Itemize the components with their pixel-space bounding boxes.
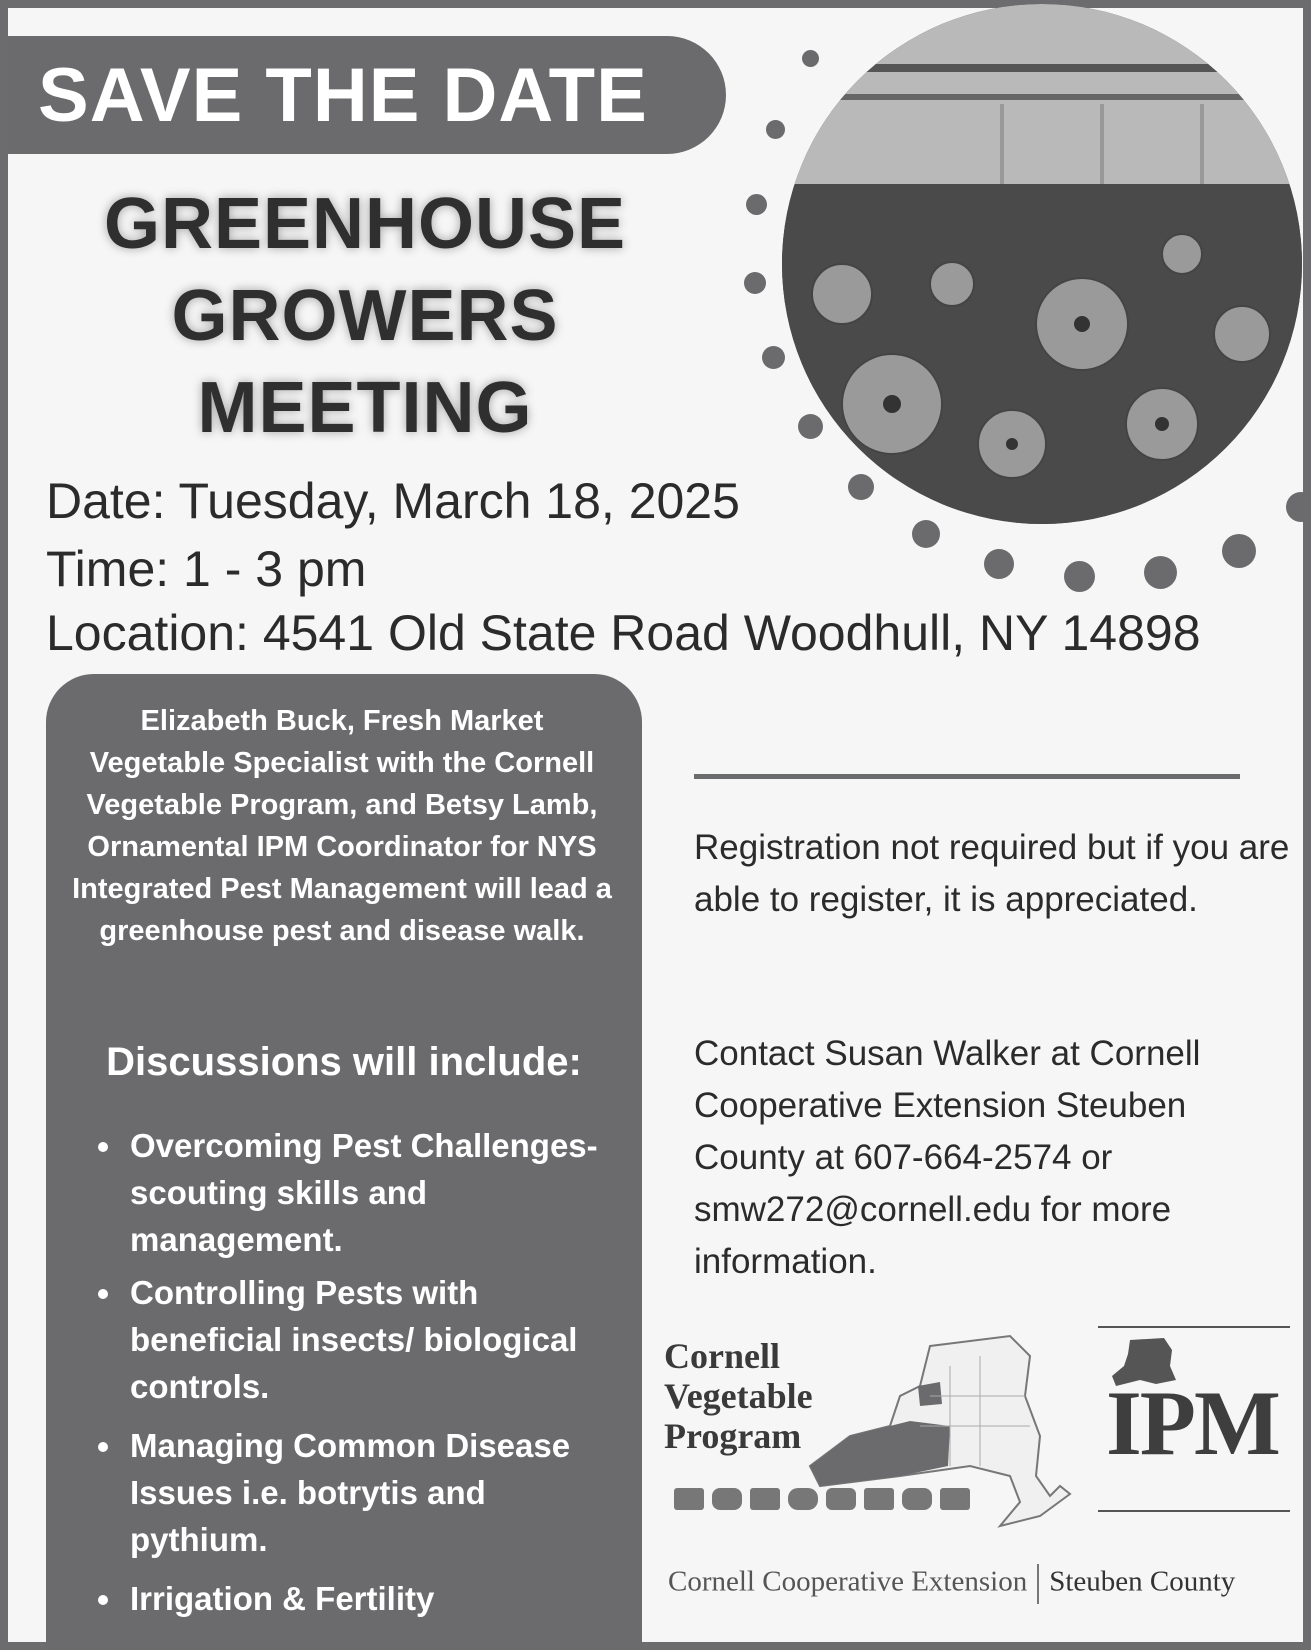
ipm-logo <box>1098 1326 1290 1512</box>
title-line-1: GREENHOUSE <box>103 184 627 264</box>
decorative-dot <box>802 50 819 67</box>
event-location: Location: 4541 Old State Road Woodhull, NY 14898 <box>46 605 1201 661</box>
divider <box>694 774 1240 779</box>
greenhouse-flowers-photo <box>782 4 1302 524</box>
list-item: Controlling Pests with beneficial insects/ biological controls. <box>90 1269 630 1410</box>
discussion-list <box>90 1122 630 1622</box>
footer-logo <box>668 1564 1235 1604</box>
discussions-heading: Discussions will include: <box>106 1040 582 1084</box>
decorative-dot <box>1222 534 1256 568</box>
title-line-2: GROWERS <box>171 276 559 356</box>
decorative-dot <box>762 346 785 369</box>
event-date: Date: Tuesday, March 18, 2025 <box>46 473 740 529</box>
registration-note: Registration not required but if you are able to register, it is appreciated. <box>694 828 1290 919</box>
logo-line: Program <box>664 1416 802 1456</box>
vegetable-icons-strip <box>672 1484 972 1514</box>
list-item: Overcoming Pest Challenges- scouting skills and management. <box>90 1122 630 1263</box>
logo-rule-top <box>1098 1326 1290 1328</box>
decorative-dot <box>984 549 1014 579</box>
logo-rule-bottom <box>1098 1510 1290 1512</box>
decorative-dot <box>744 272 766 294</box>
speakers-description: Elizabeth Buck, Fresh Market Vegetable Specialist with the Cornell Vegetable Program, and Betsy Lamb, Ornamental IPM Coordinator for NYS Integrated Pest Management will lead a greenhouse pest and disease walk. <box>72 705 612 947</box>
decorative-dot <box>798 414 823 439</box>
banner-text: SAVE THE DATE <box>38 52 648 138</box>
decorative-dot <box>766 120 785 139</box>
save-the-date-banner <box>8 36 726 154</box>
event-time: Time: 1 - 3 pm <box>46 541 367 597</box>
cornell-vegetable-program-logo <box>664 1336 813 1456</box>
logo-line: Cornell <box>664 1336 780 1376</box>
list-item: Managing Common Disease Issues i.e. botrytis and pythium. <box>90 1422 630 1563</box>
footer-right: Steuben County <box>1049 1565 1236 1598</box>
decorative-dot <box>746 194 767 215</box>
logo-line: Vegetable <box>664 1376 813 1416</box>
decorative-dot <box>1286 492 1311 522</box>
decorative-dot <box>848 474 874 500</box>
footer-left: Cornell Cooperative Extension <box>668 1565 1028 1598</box>
decorative-dot <box>912 520 940 548</box>
decorative-dot <box>1144 556 1177 589</box>
decorative-dot <box>1064 561 1095 592</box>
list-item: Irrigation & Fertility <box>90 1575 630 1622</box>
footer-separator <box>1037 1564 1039 1604</box>
title-line-3: MEETING <box>197 368 533 448</box>
ipm-logo-text: IPM <box>1106 1372 1279 1474</box>
contact-info: Contact Susan Walker at Cornell Cooperative Extension Steuben County at 607-664-2574 or smw272@cornell.edu for more information. <box>694 1034 1201 1281</box>
